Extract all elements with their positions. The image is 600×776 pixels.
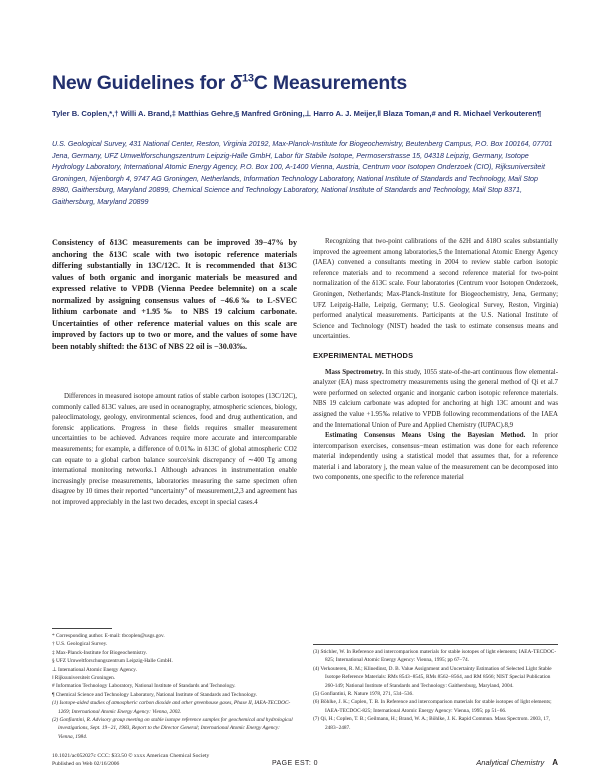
author-list: Tyler B. Coplen,*,† Willi A. Brand,‡ Matthias Gehre,§ Manfred Gröning,⊥ Harro A. J. Meijer,‖ Blaza Toman,# and R. Michael Verkouteren¶ <box>52 109 542 118</box>
footer-right <box>468 752 558 770</box>
footnote-item: ⊥ International Atomic Energy Agency. <box>52 666 137 673</box>
footnote-item: * Corresponding author. E-mail: tbcoplen@usgs.gov. <box>52 633 165 639</box>
footnote-item: ‖ Rijksuniversiteit Groningen. <box>52 675 116 682</box>
section-heading: EXPERIMENTAL METHODS <box>313 350 414 360</box>
doi-line: 10.1021/ac052027c CCC: $33.50 © xxxx American Chemical Society <box>52 753 210 759</box>
footnote-item: # Information Technology Laboratory, National Institute of Standards and Technology. <box>52 683 236 690</box>
page-letter: A <box>552 758 558 767</box>
title-delta: δ <box>230 72 242 94</box>
references-rule <box>313 644 558 645</box>
reference-item: (1) Isotope-aided studies of atmospheric carbon dioxide and other greenhouse gases, Phase II, IAEA-TECDOC-1269; International Atomic Energy Agency: Vienna, 2002. <box>52 700 291 715</box>
title-text: New Guidelines for <box>52 72 231 94</box>
intro-paragraph: Differences in measured isotope amount ratios of stable carbon isotopes (13C/12C), commonly called δ13C values, are used in oceanography, atmospheric sciences, biology, paleoclimatology, geology, environmental sciences, food and drug authentication, and forensic applications. Progress in these fields requires smaller measurement uncertainties to be achieved. Advances require more accurate and intercomparable measurements; for example, a difference of 0.01‰ in δ13C of global atmospheric CO2 can equate to a global carbon balance source/sink discrepancy of ∼400 Tg among international monitoring networks.1 Although advances in instrumentation enable increasingly precise measurements, laboratories measuring the same specimen often disagree by 10 times their reported “uncertainty” of measurement,2,3 and agreement has not improved appreciably in the last two decades, except in special cases.4 <box>52 393 297 506</box>
footnote-item: § UFZ Umweltforschungszentrum Leipzig-Halle GmbH. <box>52 658 173 665</box>
paragraph-text: In this study, 1055 state-of-the-art continuous flow elemental-analyzer (EA) mass spectrometry measurements using the general method of Qi et al.7 were performed on selected organic and inorganic carbon isotopic reference materials. NBS 19 calcium carbonate was adopted for anchoring at high 13C amount and was assigned the value +1.95‰ relative to VPDB following recommendations of the IAEA and the International Union of Pure and Applied Chemistry (IUPAC).8,9 <box>313 368 558 429</box>
bayesian-paragraph <box>313 431 558 484</box>
title-text-end: C Measurements <box>253 72 408 94</box>
reference-item: (6) Böhlke, J. K.; Coplen, T. B. In Reference and intercomparison materials for stable isotopes of light elements; IAEA-TECDOC-825; International Atomic Energy Agency: Vienna, 1995; pp 51−66. <box>313 699 552 714</box>
references <box>313 648 558 732</box>
reference-item: (2) Gonfiantini, R. Advisory group meeting on stable isotope reference samples for geochemical and hydrological investigations, Sept. 19−21, 1983, Report to the Director General; International Atomic Energy Agency: Vienna, 1984. <box>52 717 293 740</box>
footnote-rule <box>52 628 112 629</box>
reference-item: (4) Verkouteren, R. M.; Klinedinst, D. B. Value Assignment and Uncertainty Estimation of Selected Light Stable Isotope Reference Materials: RMs 8543−8545, RMs 8562−8564, and RM 8566; NIST Special Publication 260-149; National Institute of Standards and Technology: Gaithersburg, Maryland, 2004. <box>313 665 552 689</box>
published-line: Published on Web 02/16/2006 <box>52 761 120 767</box>
footnotes <box>52 632 297 741</box>
reference-item: (3) Stichler, W. In Reference and intercomparison materials for stable isotopes of light elements; IAEA-TECDOC-825; International Atomic Energy Agency: Vienna, 1995; pp 67−74. <box>313 649 557 664</box>
affiliations: U.S. Geological Survey, 431 National Center, Reston, Virginia 20192, Max-Planck-Institute for Biogeochemistry, Beutenberg Campus, P.O. Box 100164, 07701 Jena, Germany, UFZ Umweltforschungszentrum Leipzig-Halle GmbH, Labor für Stabile Isotope, Permoserstrasse 15, 04318 Leipzig, Germany, Isotope Hydrology Laboratory, International Atomic Energy Agency, P.O. Box 100, A-1400 Vienna, Austria, Centrum voor Isotopen Onderzoek (CIO), Rijksuniversiteit Groningen, Nijenborgh 4, 9747 AG Groningen, Netherlands, Information Technology Laboratory, National Institute of Standards and Technology, Mail Stop 8980, Gaithersburg, Maryland 20899, Chemical Science and Technology Laboratory, National Institute of Standards and Technology, Mail Stop 8371, Gaithersburg, Maryland 20899 <box>52 140 553 206</box>
reference-item: (7) Qi, H.; Coplen, T. B.; Geilmann, H.; Brand, W. A.; Böhlke, J. K. Rapid Commun. Mass Spectrom. 2003, 17, 2483−2487. <box>313 716 550 731</box>
reference-item: (5) Gonfiantini, R. Nature 1978, 271, 534−536. <box>313 691 414 698</box>
journal-name: Analytical Chemistry <box>476 758 545 767</box>
mass-spectrometry-paragraph <box>313 368 558 432</box>
footnote-item: † U.S. Geological Survey. <box>52 641 108 648</box>
body-right-column <box>313 237 558 484</box>
body-left-column <box>52 392 297 509</box>
title-superscript: 13 <box>241 72 254 85</box>
subsection-heading: Mass Spectrometry. <box>325 368 384 376</box>
footnote-item: ‡ Max-Planck-Institute for Biogeochemistry. <box>52 649 147 656</box>
intro-paragraph-2: Recognizing that two-point calibrations of the δ2H and δ18O scales substantially improved the agreement among laboratories,5 the International Atomic Energy Agency (IAEA) convened a consultants meeting in 2004 to review stable carbon isotopic reference materials and to recommend a second reference material for two-point normalization of the δ13C scale. Four laboratories (Centrum voor Isotopen Onderzoek, Groningen, Netherlands; Max-Planck-Institute for Biogeochemistry, Jena, Germany; UFZ Leipzig-Halle, Leipzig, Germany; U.S. Geological Survey, Reston, Virginia) performed analytical measurements. Participants at the U.S. National Institute of Science and Technology (NIST) headed the task to estimate consensus means and uncertainties. <box>313 238 558 341</box>
subsection-heading: Estimating Consensus Means Using the Bayesian Method. <box>325 432 526 440</box>
page-estimate: PAGE EST: 0 <box>272 760 318 767</box>
abstract: Consistency of δ13C measurements can be improved 39−47% by anchoring the δ13C scale with two isotopic reference materials differing substantially in 13C/12C. It is recommended that δ13C values of both organic and inorganic materials be measured and expressed relative to VPDB (Vienna Peedee belemnite) on a scale normalized by assigning consensus values of −46.6‰ to L-SVEC lithium carbonate and +1.95‰ to NBS 19 calcium carbonate. Uncertainties of other reference material values on this scale are improved by factors up to two or more, and the values of some have been notably shifted: the δ13C of NBS 22 oil is −30.03‰. <box>52 238 297 351</box>
paragraph-text: In prior intercomparison exercises, consensus−mean estimation was done for each reference material independently using a statistical model that assumes that, for a reference material i and laboratory j, the mean value of the measurement can be decomposed into two components, one specific to the reference material <box>313 432 558 482</box>
article-title <box>52 72 552 95</box>
footnote-item: ¶ Chemical Science and Technology Laboratory, National Institute of Standards and Technology. <box>52 691 258 698</box>
